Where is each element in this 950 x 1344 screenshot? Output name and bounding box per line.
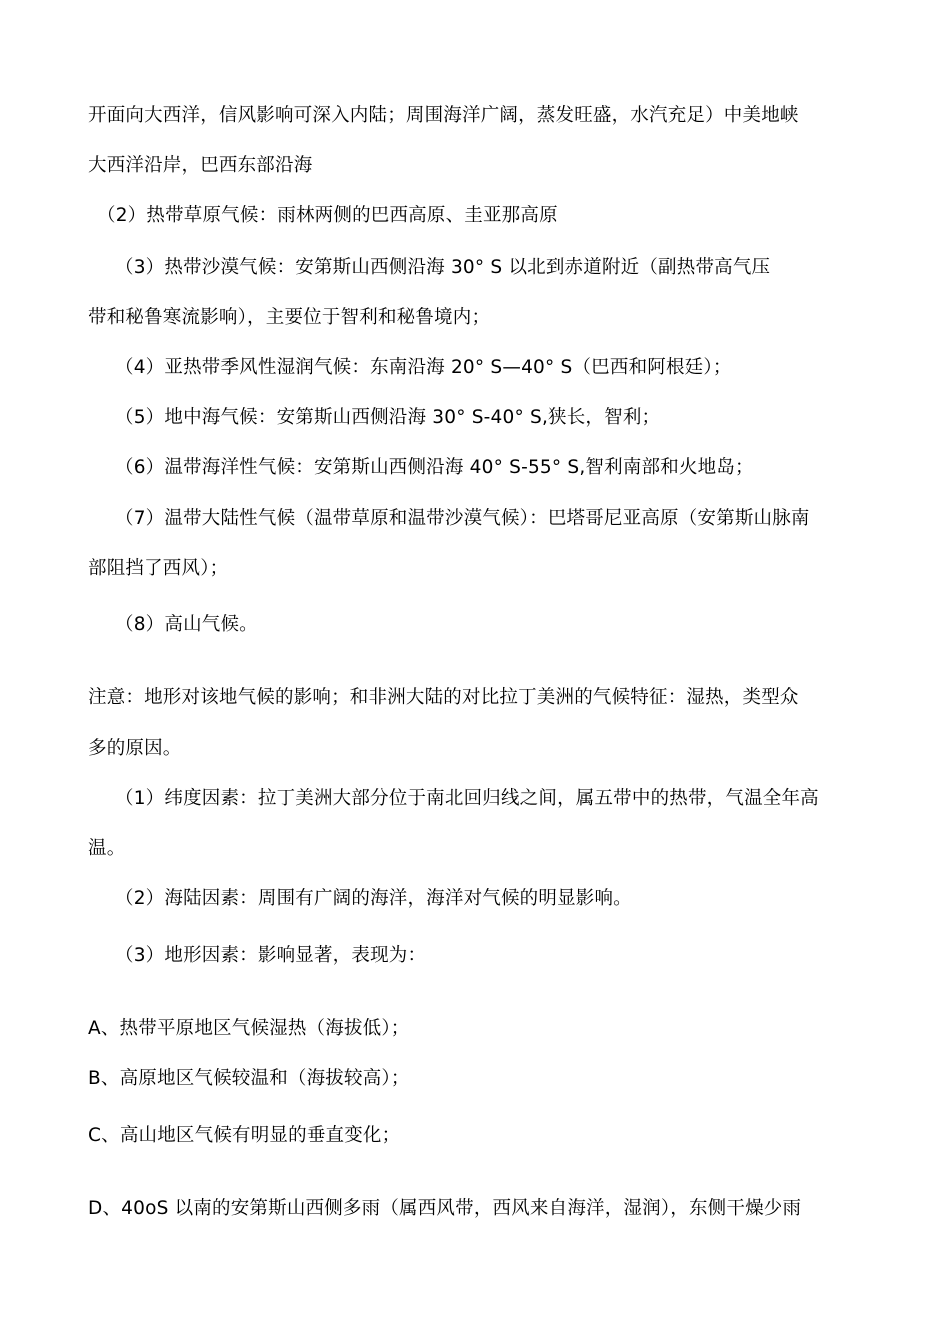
text-line: A、热带平原地区气候湿热（海拔低）； [88, 1018, 410, 1039]
text-line: （8）高山气候。 [115, 614, 258, 635]
text-line: 大西洋沿岸，巴西东部沿海 [88, 155, 313, 176]
text-line: （6）温带海洋性气候：安第斯山西侧沿海 40° S-55° S,智利南部和火地岛； [115, 457, 754, 478]
text-line: B、高原地区气候较温和（海拔较高）； [88, 1068, 410, 1089]
text-line: D、40oS 以南的安第斯山西侧多雨（属西风带，西风来自海洋，湿润），东侧干燥少雨 [88, 1198, 802, 1219]
text-line: （5）地中海气候：安第斯山西侧沿海 30° S-40° S,狭长，智利； [115, 407, 661, 428]
text-line: （2）热带草原气候：雨林两侧的巴西高原、圭亚那高原 [97, 205, 558, 226]
text-line: （1）纬度因素：拉丁美洲大部分位于南北回归线之间，属五带中的热带，气温全年高 [115, 788, 819, 809]
text-line: 温。 [88, 838, 126, 859]
text-line: （3）地形因素：影响显著，表现为： [115, 945, 427, 966]
text-line: （7）温带大陆性气候（温带草原和温带沙漠气候）：巴塔哥尼亚高原（安第斯山脉南 [115, 508, 810, 529]
text-line: 部阻挡了西风）； [88, 558, 229, 579]
text-line: 多的原因。 [88, 738, 182, 759]
text-line: 开面向大西洋，信风影响可深入内陆；周围海洋广阔，蒸发旺盛，水汽充足）中美地峡 [88, 105, 799, 126]
text-line: （4）亚热带季风性湿润气候：东南沿海 20° S—40° S（巴西和阿根廷）； [115, 357, 732, 378]
text-line: （2）海陆因素：周围有广阔的海洋，海洋对气候的明显影响。 [115, 888, 632, 909]
text-line: 注意：地形对该地气候的影响；和非洲大陆的对比拉丁美洲的气候特征：湿热，类型众 [88, 687, 799, 708]
text-line: （3）热带沙漠气候：安第斯山西侧沿海 30° S 以北到赤道附近（副热带高气压 [115, 257, 771, 278]
text-line: C、高山地区气候有明显的垂直变化； [88, 1125, 401, 1146]
text-line: 带和秘鲁寒流影响），主要位于智利和秘鲁境内； [88, 307, 491, 328]
